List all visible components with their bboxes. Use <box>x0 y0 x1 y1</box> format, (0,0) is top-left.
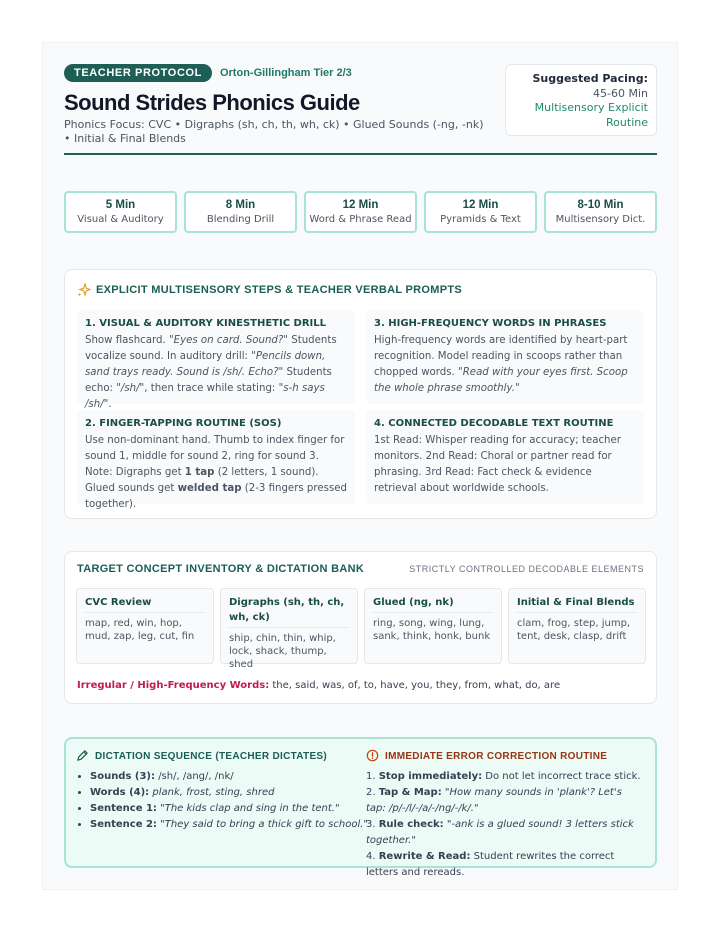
steps-title <box>77 283 462 297</box>
step-text: Use non-dominant hand. Thumb to index finger for sound 1, middle for sound 2, ring for sound 3. Note: Digraphs get <box>85 435 345 478</box>
concept-card <box>364 588 502 664</box>
time-card-minutes: 12 Min <box>342 199 379 211</box>
concept-words: ring, song, wing, lung, sank, think, honk, bunk <box>373 618 491 642</box>
phonics-focus: Phonics Focus: CVC • Digraphs (sh, ch, th, wh, ck) • Glued Sounds (-ng, -nk) • Initial & Final Blends <box>64 118 484 145</box>
time-card-minutes: 8-10 Min <box>577 199 624 211</box>
list-item <box>366 785 642 817</box>
time-card-minutes: 5 Min <box>105 199 136 211</box>
pencil-icon <box>76 749 90 763</box>
list-item <box>366 849 642 881</box>
time-card-minutes: 12 Min <box>462 199 499 211</box>
step-text: (2-3 fingers pressed together). <box>85 483 347 510</box>
step-card <box>77 410 355 510</box>
list-item <box>90 817 368 833</box>
dictation-text: "They said to bring a thick gift to school." <box>160 819 368 830</box>
concept-words: ship, chin, thin, whip, lock, shack, thump, shed <box>229 633 336 670</box>
step-card <box>77 310 355 410</box>
time-card-label: Pyramids & Text <box>440 214 521 225</box>
error-label: Rewrite & Read: <box>378 851 471 862</box>
time-card-label: Blending Drill <box>206 214 275 225</box>
error-quote: "How many sounds in 'plank'? Let's tap: /p/-/l/-/a/-/ng/-/k/." <box>366 787 622 814</box>
step-heading: 4. CONNECTED DECODABLE TEXT ROUTINE <box>374 418 614 429</box>
inventory-subtitle: STRICTLY CONTROLLED DECODABLE ELEMENTS <box>409 564 644 574</box>
irregular-label: Irregular / High-Frequency Words: <box>77 680 270 691</box>
dictation-label: Words (4): <box>90 787 150 798</box>
concept-card <box>508 588 646 664</box>
dictation-title-text: DICTATION SEQUENCE (TEACHER DICTATES) <box>95 750 328 762</box>
list-item <box>366 817 642 849</box>
time-card-label: Word & Phrase Read <box>309 214 412 225</box>
concept-card <box>76 588 214 664</box>
error-text: Student rewrites the correct letters and rereads. <box>366 851 615 878</box>
concept-title: Glued (ng, nk) <box>373 595 493 613</box>
dictation-label: Sentence 2: <box>90 819 157 830</box>
alert-circle-icon <box>366 749 380 763</box>
step-body <box>85 433 347 513</box>
error-number: 1. <box>366 771 379 782</box>
pacing-value: 45-60 Min <box>593 86 648 100</box>
concept-card <box>220 588 358 670</box>
step-text: Students echo: <box>85 367 332 394</box>
step-prompt: "Read with your eyes first. Scoop the whole phrase smoothly." <box>374 367 628 394</box>
error-list <box>366 769 642 881</box>
dictation-label: Sounds (3): <box>90 771 155 782</box>
step-prompt: "Pencils down, sand trays ready. Sound is /sh/. Echo?" <box>85 351 326 378</box>
pacing-routine: Multisensory Explicit Routine <box>534 101 648 129</box>
dictation-label: Sentence 1: <box>90 803 157 814</box>
time-card <box>304 191 417 233</box>
error-quote: "-ank is a glued sound! 3 letters stick together." <box>366 819 634 846</box>
dictation-error-panel <box>64 737 657 878</box>
step-text: , then trace while stating: <box>144 383 279 394</box>
step-card <box>366 310 644 404</box>
step-prompt: "Eyes on card. Sound?" <box>168 335 288 346</box>
worksheet-page <box>42 42 678 890</box>
inventory-title: TARGET CONCEPT INVENTORY & DICTATION BANK <box>77 563 365 575</box>
dictation-title <box>76 749 368 763</box>
time-card-minutes: 8 Min <box>225 199 256 211</box>
error-title <box>366 749 642 763</box>
step-emphasis: welded tap <box>177 483 242 494</box>
inventory-panel <box>64 551 657 704</box>
error-label: Stop immediately: <box>378 771 483 782</box>
step-body <box>85 333 347 413</box>
irregular-list: the, said, was, of, to, have, you, they, from, what, do, are <box>272 680 561 691</box>
list-item <box>90 769 368 785</box>
dictation-text: plank, frost, sting, shred <box>152 787 275 798</box>
step-emphasis: 1 tap <box>184 467 215 478</box>
list-item <box>90 785 368 801</box>
step-card <box>366 410 644 504</box>
dictation-text: "The kids clap and sing in the tent." <box>160 803 340 814</box>
pacing-label: Suggested Pacing: <box>532 72 648 85</box>
time-card-label: Visual & Auditory <box>77 214 164 225</box>
dictation-list <box>76 769 368 833</box>
step-text: . <box>108 399 112 410</box>
dictation-column <box>76 749 368 833</box>
step-text: Show flashcard. <box>85 335 169 346</box>
dictation-text: /sh/, /ang/, /nk/ <box>158 771 234 782</box>
error-title-text: IMMEDIATE ERROR CORRECTION ROUTINE <box>385 750 608 762</box>
step-heading: 2. FINGER-TAPPING ROUTINE (SOS) <box>85 418 282 429</box>
list-item <box>90 801 368 817</box>
step-text: (2 letters, 1 sound). Glued sounds get <box>85 467 319 494</box>
step-prompt: "/sh/" <box>116 383 145 394</box>
concept-title: Digraphs (sh, th, ch, wh, ck) <box>229 595 349 628</box>
step-prompt: "s-h says /sh/" <box>85 383 325 410</box>
irregular-words <box>77 680 560 691</box>
time-card <box>544 191 657 233</box>
error-text: Do not let incorrect trace stick. <box>482 771 641 782</box>
list-item <box>366 769 642 785</box>
concept-words: clam, frog, step, jump, tent, desk, clasp, drift <box>517 618 631 642</box>
error-number: 3. <box>366 819 379 830</box>
step-heading: 1. VISUAL & AUDITORY KINESTHETIC DRILL <box>85 318 327 329</box>
time-card <box>184 191 297 233</box>
concept-words: map, red, win, hop, mud, zap, leg, cut, fin <box>85 618 195 642</box>
time-cards <box>64 191 657 233</box>
page-title: Sound Strides Phonics Guide <box>64 90 360 115</box>
step-text: Students vocalize sound. In auditory drill: <box>85 335 337 362</box>
step-text: High-frequency words are identified by heart-part recognition. Model reading in scoops rather than chopped words. <box>374 335 628 378</box>
step-heading: 3. HIGH-FREQUENCY WORDS IN PHRASES <box>374 318 607 329</box>
time-card <box>424 191 537 233</box>
header <box>64 64 657 155</box>
step-body <box>374 333 636 397</box>
error-number: 2. <box>366 787 379 798</box>
error-label: Tap & Map: <box>378 787 442 798</box>
concept-title: Initial & Final Blends <box>517 595 637 613</box>
tier-label: Orton-Gillingham Tier 2/3 <box>219 67 352 79</box>
error-number: 4. <box>366 851 379 862</box>
concept-title: CVC Review <box>85 595 205 613</box>
time-card-label: Multisensory Dict. <box>555 214 646 225</box>
sparkle-icon <box>77 283 91 297</box>
step-body: 1st Read: Whisper reading for accuracy; teacher monitors. 2nd Read: Choral or partner read for phrasing. 3rd Read: Fact check & evidence retrieval about worldwide schools. <box>374 435 621 494</box>
error-label: Rule check: <box>378 819 444 830</box>
pacing-box <box>505 64 657 136</box>
time-card <box>64 191 177 233</box>
steps-panel <box>64 269 657 519</box>
error-column <box>366 749 642 881</box>
steps-title-text: EXPLICIT MULTISENSORY STEPS & TEACHER VERBAL PROMPTS <box>96 284 463 296</box>
protocol-badge: TEACHER PROTOCOL <box>64 64 212 82</box>
